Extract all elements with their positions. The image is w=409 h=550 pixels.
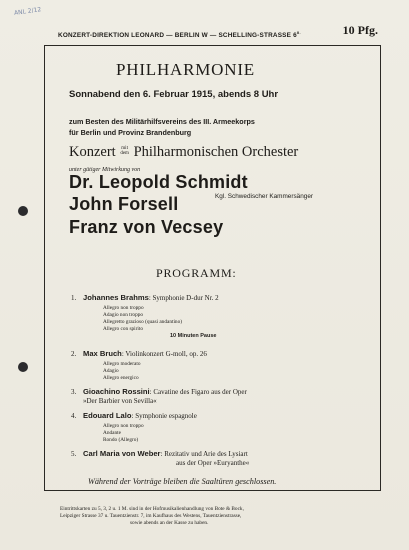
event-date: Sonnabend den 6. Februar 1915, abends 8 Uhr bbox=[69, 89, 279, 100]
item-number: 1. bbox=[71, 294, 77, 302]
program-heading: PROGRAMM: bbox=[156, 266, 237, 280]
agency-header bbox=[58, 30, 301, 39]
movement: Allegro moderato bbox=[103, 361, 141, 367]
program-item bbox=[71, 449, 248, 458]
work-title: : Symphonie D-dur Nr. 2 bbox=[148, 294, 219, 302]
agency-header-text: KONZERT-DIREKTION LEONARD — BERLIN W — SCHELLING-STRASSE 6 bbox=[58, 32, 297, 40]
ticket-info-line-1: Eintrittskarten zu 5, 3, 2 u. 1 M. sind in der Hofmusikalienhandlung von Bote & Bock, bbox=[60, 506, 244, 512]
movement: Andante bbox=[103, 430, 121, 436]
item-number: 5. bbox=[71, 450, 77, 458]
dem-word: dem bbox=[120, 151, 129, 156]
item-number: 3. bbox=[71, 388, 77, 396]
movement: Allegro non troppo bbox=[103, 305, 144, 311]
intermission: 10 Minuten Pause bbox=[170, 333, 217, 339]
item-number: 4. bbox=[71, 412, 77, 420]
movement: Rondo (Allegro) bbox=[103, 437, 139, 443]
work-subtitle: »Der Barbier von Sevilla« bbox=[83, 397, 157, 405]
movement: Allegro energico bbox=[103, 375, 139, 381]
composer: Max Bruch bbox=[83, 349, 122, 358]
composer: Johannes Brahms bbox=[83, 293, 149, 302]
program-item bbox=[71, 411, 197, 420]
movement: Adagio non troppo bbox=[103, 312, 144, 318]
work-title: : Symphonie espagnole bbox=[131, 412, 197, 420]
handwritten-note: ANL 2/12 bbox=[13, 6, 42, 17]
work-title: : Cavatine des Figaro aus der Oper bbox=[149, 388, 247, 396]
price-label: 10 Pfg. bbox=[342, 23, 378, 37]
artist-name: Dr. Leopold Schmidt bbox=[69, 172, 248, 192]
work-title: : Rezitativ und Arie des Lysiart bbox=[160, 450, 248, 458]
orchestra-name: Philharmonischen Orchester bbox=[133, 144, 299, 160]
doors-closed-note: Während der Vorträge bleiben die Saaltüren geschlossen. bbox=[88, 477, 277, 486]
ticket-info-line-3: sowie abends an der Kasse zu haben. bbox=[130, 520, 209, 526]
artist-name: Franz von Vecsey bbox=[69, 217, 224, 237]
concert-word: Konzert bbox=[69, 144, 116, 160]
artist-note: Kgl. Schwedischer Kammersänger bbox=[215, 193, 314, 200]
composer: Gioachino Rossini bbox=[83, 387, 150, 396]
work-title: : Violinkonzert G-moll, op. 26 bbox=[121, 350, 207, 358]
ticket-info-line-2: Leipziger Strasse 37 u. Tauentzienstr. 7, im Kaufhaus des Westens, Tauentzienstrasse, bbox=[60, 513, 242, 519]
punch-hole-top bbox=[18, 206, 28, 216]
program-item bbox=[71, 349, 207, 358]
composer: Carl Maria von Weber bbox=[83, 449, 161, 458]
benefit-line-1: zum Besten des Militärhilfsvereins des III. Armeekorps bbox=[69, 117, 255, 126]
movement: Allegro con spirito bbox=[103, 326, 144, 332]
agency-header-sup: II. bbox=[296, 30, 301, 35]
program-item bbox=[71, 387, 247, 396]
venue-title: PHILHARMONIE bbox=[116, 60, 255, 79]
program-item bbox=[71, 293, 219, 302]
concert-line bbox=[69, 144, 298, 161]
mit-word: mit bbox=[121, 146, 128, 151]
composer: Edouard Lalo bbox=[83, 411, 132, 420]
movement: Allegretto grazioso (quasi andantino) bbox=[103, 319, 182, 325]
mit-dem bbox=[120, 146, 129, 156]
movement: Allegro non troppo bbox=[103, 423, 144, 429]
punch-hole-bottom bbox=[18, 362, 28, 372]
work-subtitle: aus der Oper »Euryanthe« bbox=[176, 459, 250, 467]
participation-line: unter gütiger Mitwirkung von bbox=[69, 167, 141, 173]
item-number: 2. bbox=[71, 350, 77, 358]
movement: Adagio bbox=[103, 368, 119, 374]
benefit-line-2: für Berlin und Provinz Brandenburg bbox=[69, 128, 192, 137]
artist-name: John Forsell bbox=[69, 194, 179, 214]
